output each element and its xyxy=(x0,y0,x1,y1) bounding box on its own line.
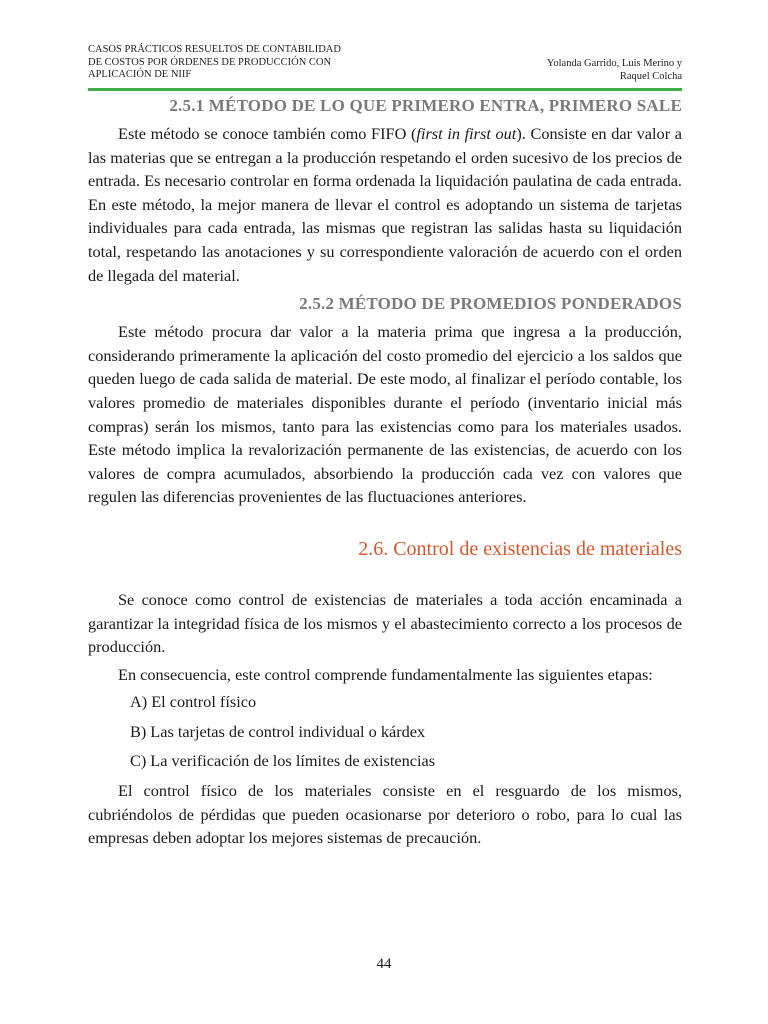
paragraph-fifo xyxy=(88,122,682,287)
list-letter: B) xyxy=(130,721,147,741)
list-item xyxy=(88,690,682,714)
book-title xyxy=(88,44,341,82)
list-item xyxy=(88,749,682,773)
header-rule xyxy=(88,88,682,91)
list-text: Las tarjetas de control individual o kárdex xyxy=(150,721,426,741)
book-title-line: CASOS PRÁCTICOS RESUELTOS DE CONTABILIDAD xyxy=(88,44,341,55)
paragraph-promedios: Este método procura dar valor a la materia prima que ingresa a la producción, considerando primeramente la aplicación del costo promedio del ejercicio a los saldos que queden luego de cada salida de material. De este modo, al finalizar el período contable, los valores promedio de materiales disponibles durante el período (inventario inicial más compras) serán los mismos, tanto para las existencias como para los materiales usados. Este método implica la revalorización permanente de las existencias, de acuerdo con los valores de compra acumulados, absorbiendo la producción cada vez con valores que regulen las diferencias provenientes de las fluctuaciones anteriores. xyxy=(88,322,682,507)
authors xyxy=(547,57,682,83)
subsection-title-fifo: 2.5.1 MÉTODO DE LO QUE PRIMERO ENTRA, PRIMERO SALE xyxy=(169,96,682,115)
page-number: 44 xyxy=(376,956,392,972)
section-title-control: 2.6. Control de existencias de materiales xyxy=(358,537,682,560)
authors-line: Yolanda Garrido, Luis Merino y xyxy=(546,58,682,69)
list-letter: C) xyxy=(130,751,147,771)
paragraph-control-1: Se conoce como control de existencias de materiales a toda acción encaminada a garantizar la integridad física de los mismos y el abastecimiento correcto a los procesos de producción. xyxy=(88,589,682,657)
book-title-line: APLICACIÓN DE NIIF xyxy=(88,69,192,80)
running-header xyxy=(88,44,682,86)
book-title-line: DE COSTOS POR ÓRDENES DE PRODUCCIÓN CON xyxy=(88,56,332,68)
list-text: El control físico xyxy=(151,692,257,712)
paragraph-control-3: El control físico de los materiales consiste en el resguardo de los mismos, cubriéndolos de pérdidas que pueden ocasionarse por deterioro o robo, para lo cual las empresas deben adoptar los mejores sistemas de precaución. xyxy=(88,781,682,848)
text-run: ). Consiste en dar valor a las materias que se entregan a la producción respetando el orden sucesivo de los precios de entrada. Es necesario controlar en forma ordenada la liquidación paulatina de cada entrada. En este método, la mejor manera de llevar el control es adoptando un sistema de tarjetas individuales para cada entrada, las mismas que registran las salidas hasta su liquidación total, respetando las anotaciones y su correspondiente valoración de acuerdo con el orden de llegada del material. xyxy=(88,124,682,285)
list-letter: A) xyxy=(130,692,148,712)
subsection-title-promedios: 2.5.2 MÉTODO DE PROMEDIOS PONDERADOS xyxy=(299,294,682,314)
paragraph-control-2: En consecuencia, este control comprende fundamentalmente las siguientes etapas: xyxy=(118,664,653,684)
page-content xyxy=(88,94,682,854)
list-text: La verificación de los límites de existencias xyxy=(150,751,436,771)
authors-line: Raquel Colcha xyxy=(619,71,682,82)
italic-term: first in first out xyxy=(416,124,517,143)
list-item xyxy=(88,720,682,744)
text-run: Este método se conoce también como FIFO ( xyxy=(118,124,417,143)
